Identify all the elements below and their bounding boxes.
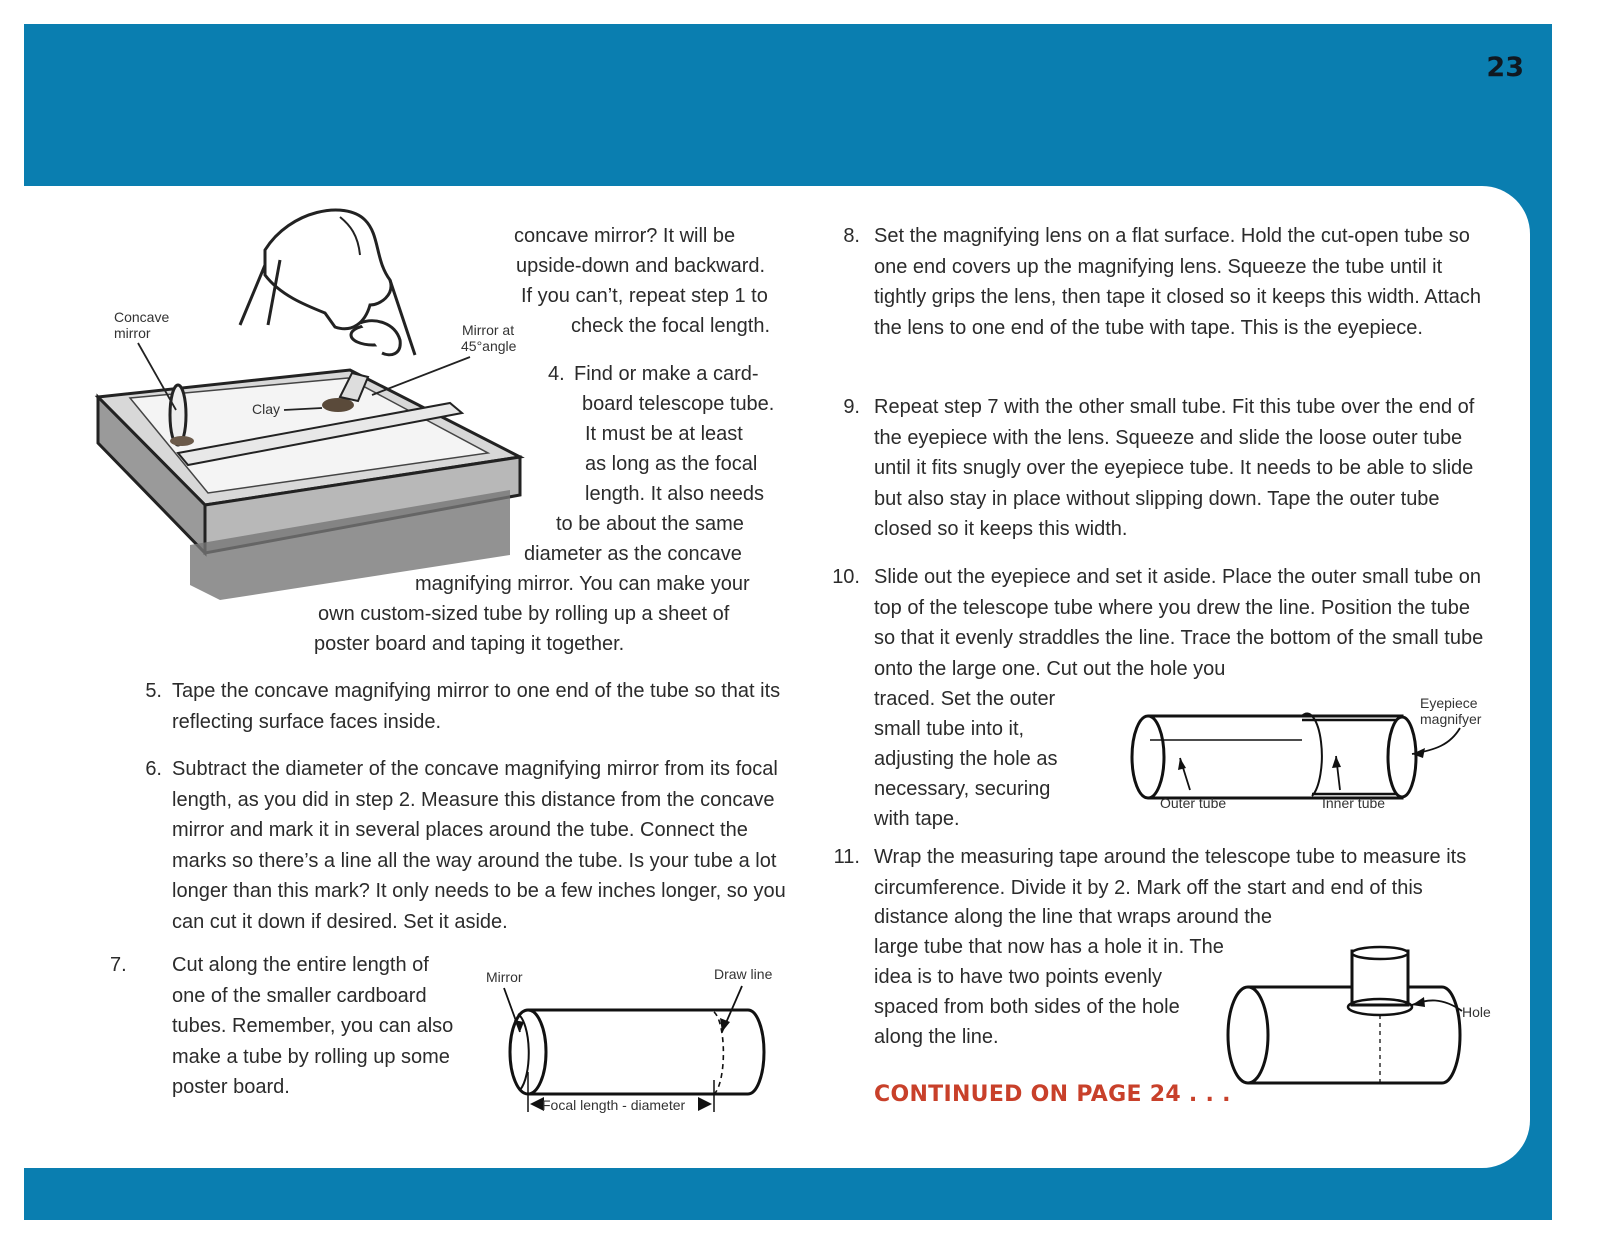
step6-number: 6. bbox=[145, 758, 162, 780]
step10-wrap-4: necessary, securing bbox=[874, 778, 1051, 800]
step4-line-9: own custom-sized tube by rolling up a sheet of bbox=[318, 603, 730, 625]
step4-number: 4. bbox=[548, 363, 565, 385]
step4-line-2: board telescope tube. bbox=[582, 393, 775, 415]
label-eyepiece-1: Eyepiece bbox=[1420, 695, 1478, 711]
step4-line-8: magnifying mirror. You can make your bbox=[415, 573, 750, 595]
clay-lump bbox=[322, 398, 354, 412]
step7-number: 7. bbox=[110, 954, 127, 976]
step5-text: Tape the concave magnifying mirror to one end of the tube so that its reflecting surface faces inside. bbox=[172, 680, 781, 733]
wrap-line-4: check the focal length. bbox=[571, 315, 771, 337]
step4-line-4: as long as the focal bbox=[585, 453, 758, 475]
step10-wrap-1: traced. Set the outer bbox=[874, 688, 1056, 710]
step7-text: Cut along the entire length of one of the smaller cardboard tubes. Remember, you can also make a tube by rolling up some poster board. bbox=[172, 954, 454, 1098]
step10-wrap-5: with tape. bbox=[874, 808, 960, 830]
step4-line-3: It must be at least bbox=[585, 423, 743, 445]
label-draw-line: Draw line bbox=[714, 966, 773, 982]
step8-text: Set the magnifying lens on a flat surface. Hold the cut-open tube so one end covers up the magnifying lens. Squeeze the tube until it tightly grips the lens, then tape it closed so it keeps this width. Attach the lens to one end of the tube with tape. This is the eyepiece. bbox=[874, 225, 1482, 339]
page-number: 23 bbox=[1486, 52, 1524, 83]
label-eyepiece-2: magnifyer bbox=[1420, 711, 1482, 727]
wrap-line-1: concave mirror? It will be bbox=[514, 225, 736, 247]
step9-number: 9. bbox=[843, 396, 860, 418]
label-concave-2: mirror bbox=[114, 325, 151, 341]
label-clay: Clay bbox=[252, 401, 281, 417]
label-mirror: Mirror bbox=[486, 969, 523, 985]
step10-wrap-2: small tube into it, bbox=[874, 718, 1025, 740]
step10-number: 10. bbox=[832, 566, 860, 588]
step5-number: 5. bbox=[145, 680, 162, 702]
step11-wrap-4: spaced from both sides of the hole bbox=[874, 996, 1180, 1018]
step6-text: Subtract the diameter of the concave magnifying mirror from its focal length, as you did in step 2. Measure this distance from the concave mirror and mark it in several places around the tube. Connect the marks so there’s a line all the way around the tube. Is your tube a lot longer than this mark? It only needs to be a few inches longer, so you can cut it down if desired. Set it aside. bbox=[172, 758, 786, 933]
step11-number: 11. bbox=[833, 846, 860, 868]
step11-text: Wrap the measuring tape around the telescope tube to measure its circumference. Divide it by 2. Mark off the start and end of this bbox=[874, 846, 1467, 899]
step4-line-6: to be about the same bbox=[556, 513, 744, 535]
step9-text: Repeat step 7 with the other small tube. Fit this tube over the end of the eyepiece with the lens. Squeeze and slide the loose outer tube until it fits snugly over the eyepiece tube. It needs to be able to slide but also stay in place without slipping down. Tape the outer tube closed so it keeps this width. bbox=[874, 396, 1475, 540]
step4-line-1: Find or make a card- bbox=[574, 363, 759, 385]
step4-line-5: length. It also needs bbox=[585, 483, 765, 505]
step11-wrap-2: large tube that now has a hole it in. The bbox=[874, 936, 1224, 958]
tube-figure bbox=[486, 962, 796, 1114]
wrap-line-3: If you can’t, repeat step 1 to bbox=[521, 285, 768, 307]
hole-figure bbox=[1222, 945, 1502, 1085]
label-outer-tube: Outer tube bbox=[1160, 795, 1227, 811]
step4-line-7: diameter as the concave bbox=[524, 543, 742, 565]
person-figure bbox=[265, 210, 391, 329]
step4-line-10: poster board and taping it together. bbox=[314, 633, 625, 655]
step11-wrap-1: distance along the line that wraps around the bbox=[874, 906, 1273, 928]
concave-mirror-disc bbox=[170, 385, 186, 445]
telescope-setup-illustration bbox=[90, 205, 530, 605]
label-mirror-angle-1: Mirror at bbox=[462, 322, 515, 338]
step10-text: Slide out the eyepiece and set it aside. Place the outer small tube on top of the telescope tube where you drew the line. Position the tube so that it evenly straddles the line. Trace the bottom of the small tube onto the large one. Cut out the hole you bbox=[874, 566, 1484, 680]
step11-wrap-5: along the line. bbox=[874, 1026, 999, 1048]
label-focal-length: Focal length - diameter bbox=[542, 1097, 686, 1113]
wrap-line-2: upside-down and backward. bbox=[516, 255, 766, 277]
label-mirror-angle-2: 45°angle bbox=[461, 338, 517, 354]
step8-number: 8. bbox=[843, 225, 860, 247]
label-hole: Hole bbox=[1462, 1004, 1491, 1020]
label-inner-tube: Inner tube bbox=[1322, 795, 1386, 811]
eyepiece-figure bbox=[1120, 690, 1500, 820]
step10-wrap-3: adjusting the hole as bbox=[874, 748, 1058, 770]
step11-wrap-3: idea is to have two points evenly bbox=[874, 966, 1162, 988]
label-concave-1: Concave bbox=[114, 309, 170, 325]
continued-notice: CONTINUED ON PAGE 24 . . . bbox=[874, 1082, 1231, 1107]
